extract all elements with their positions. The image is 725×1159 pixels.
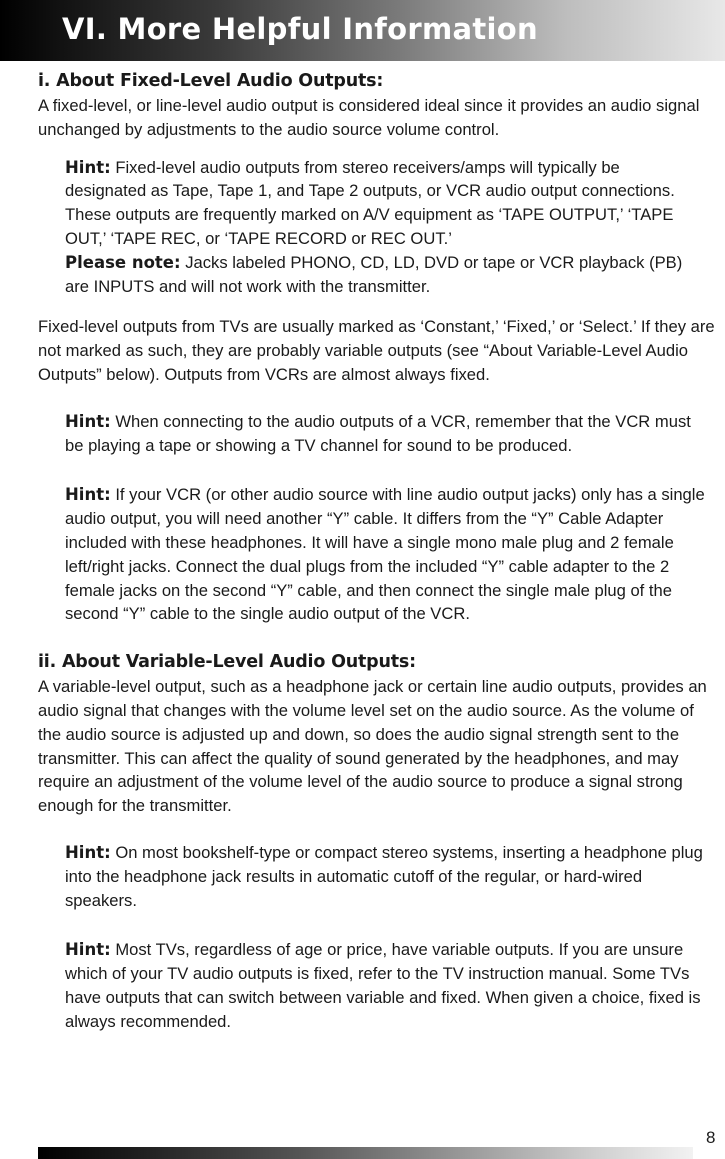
section-header-bar — [0, 0, 725, 61]
hint-text: Fixed-level audio outputs from stereo receivers/amps will typically be designated as Tape, Tape 1, and Tape 2 outputs, or VCR audio output connections. These outputs are frequently marked on A/V equipment as ‘TAPE OUTPUT,’ ‘TAPE OUT,’ ‘TAPE REC, or ‘TAPE RECORD or REC OUT.’ — [65, 157, 675, 248]
footer-gradient-bar — [38, 1147, 693, 1159]
hint-text: If your VCR (or other audio source with line audio output jacks) only has a single audio output, you will need another “Y” cable. It differs from the “Y” Cable Adapter included with these headphones. It will have a single mono male plug and 2 female left/right jacks. Connect the dual plugs from the included “Y” cable adapter to the 2 female jacks on the second “Y” cable, and then connect the single male plug of the second “Y” cable to the single audio output of the VCR. — [65, 485, 705, 624]
hint-bookshelf-stereo — [65, 841, 705, 912]
fixed-level-tv-vcr: Fixed-level outputs from TVs are usually marked as ‘Constant,’ ‘Fixed,’ or ‘Select.’ If they are not marked as such, they are probably variable outputs (see “About Variable-Level Audio Outputs” below). Outputs from VCRs are almost always fixed. — [38, 317, 715, 384]
hint-label: Hint: — [65, 940, 111, 960]
variable-level-intro: A variable-level output, such as a headphone jack or certain line audio outputs, provides an audio signal that changes with the volume level set on the audio source. As the volume of the audio source is adjusted up and down, so does the audio signal strength sent to the transmitter. This can affect the quality of sound generated by the headphones, and may require an adjustment of the volume level of the audio source to produce a signal strong enough for the transmitter. — [38, 677, 707, 816]
please-note-label: Please note: — [65, 252, 181, 272]
hint-label: Hint: — [65, 411, 111, 431]
please-note — [65, 251, 705, 299]
heading-fixed-level: i. About Fixed-Level Audio Outputs: — [38, 71, 384, 91]
hint-text: Most TVs, regardless of age or price, have variable outputs. If you are unsure which of your TV audio outputs is fixed, refer to the TV instruction manual. Some TVs have outputs that can switch between variable and fixed. When given a choice, fixed is always recommended. — [65, 940, 701, 1031]
hint-text: When connecting to the audio outputs of a VCR, remember that the VCR must be playing a tape or showing a TV channel for sound to be produced. — [65, 411, 691, 455]
page-number: 8 — [706, 1128, 716, 1147]
heading-variable-level: ii. About Variable-Level Audio Outputs: — [38, 652, 416, 673]
hint-label: Hint: — [65, 485, 111, 505]
hint-fixed-level-tape — [65, 156, 705, 251]
hint-vcr-playing — [65, 410, 705, 458]
hint-tv-variable-outputs — [65, 938, 705, 1033]
hint-label: Hint: — [65, 842, 111, 862]
section-title: VI. More Helpful Information — [62, 12, 538, 46]
please-note-text: Jacks labeled PHONO, CD, LD, DVD or tape or VCR playback (PB) are INPUTS and will not work with the transmitter. — [65, 252, 683, 296]
hint-label: Hint: — [65, 157, 111, 177]
page-content — [38, 68, 718, 1034]
hint-text: On most bookshelf-type or compact stereo systems, inserting a headphone plug into the headphone jack results in automatic cutoff of the regular, or hard-wired speakers. — [65, 842, 703, 910]
fixed-level-intro: A fixed-level, or line-level audio output is considered ideal since it provides an audio signal unchanged by adjustments to the audio source volume control. — [38, 96, 700, 139]
hint-y-cable — [65, 483, 705, 626]
